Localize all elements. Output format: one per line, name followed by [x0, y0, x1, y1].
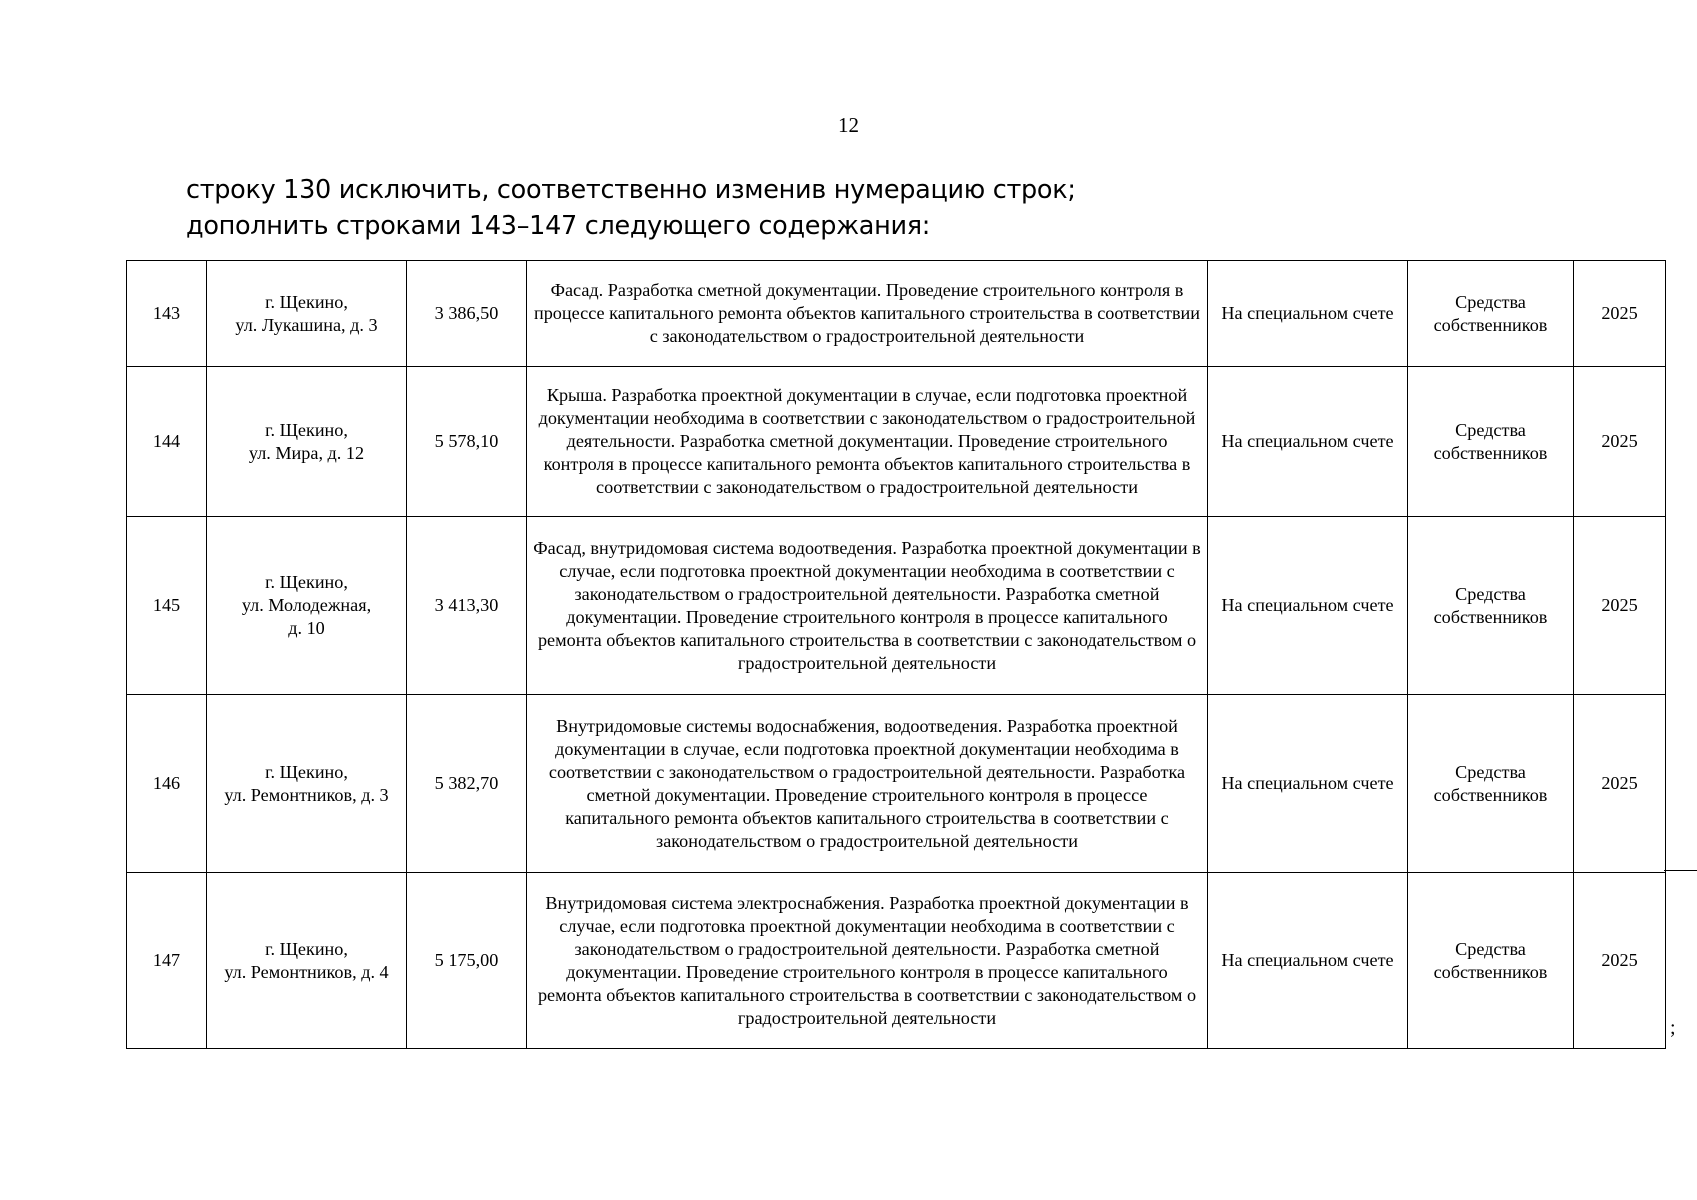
row-number-cell: 147	[127, 873, 207, 1049]
row-number-cell: 146	[127, 695, 207, 873]
area-cell: 5 578,10	[407, 367, 527, 517]
works-cell: Фасад. Разработка сметной документации. Проведение строительного контроля в процессе капитального ремонта объектов капитального строительства в соответствии с законодательством о градостроительной деятельности	[527, 261, 1208, 367]
table-row	[127, 517, 1666, 695]
address-cell: г. Щекино, ул. Ремонтников, д. 4	[207, 873, 407, 1049]
funding-source-cell: Средства собственников	[1408, 517, 1574, 695]
area-cell: 5 175,00	[407, 873, 527, 1049]
year-cell: 2025	[1574, 695, 1666, 873]
area-cell: 3 386,50	[407, 261, 527, 367]
amendment-line-exclude: строку 130 исключить, соответственно изменив нумерацию строк;	[186, 175, 1076, 205]
account-cell: На специальном счете	[1208, 517, 1408, 695]
year-cell: 2025	[1574, 261, 1666, 367]
funding-source-cell: Средства собственников	[1408, 367, 1574, 517]
year-cell: 2025	[1574, 517, 1666, 695]
account-cell: На специальном счете	[1208, 695, 1408, 873]
repair-plan-table	[126, 260, 1666, 1049]
funding-source-cell: Средства собственников	[1408, 873, 1574, 1049]
closing-semicolon: ;	[1670, 1017, 1676, 1039]
year-cell: 2025	[1574, 873, 1666, 1049]
table-row	[127, 367, 1666, 517]
funding-source-cell: Средства собственников	[1408, 695, 1574, 873]
table-row	[127, 695, 1666, 873]
page-number: 12	[838, 113, 859, 137]
amendment-text	[186, 172, 1076, 244]
area-cell: 3 413,30	[407, 517, 527, 695]
works-cell: Внутридомовая система электроснабжения. Разработка проектной документации в случае, если подготовка проектной документации необходима в соответствии с законодательством о градостроительной деятельности. Разработка сметной документации. Проведение строительного контроля в процессе капитального ремонта объектов капитального строительства в соответствии с законодательством о градостроительной деятельности	[527, 873, 1208, 1049]
row-number-cell: 145	[127, 517, 207, 695]
table-edge-line	[1664, 870, 1697, 871]
funding-source-cell: Средства собственников	[1408, 261, 1574, 367]
account-cell: На специальном счете	[1208, 367, 1408, 517]
address-cell: г. Щекино, ул. Лукашина, д. 3	[207, 261, 407, 367]
amendment-line-add: дополнить строками 143–147 следующего содержания:	[186, 211, 931, 241]
row-number-cell: 143	[127, 261, 207, 367]
area-cell: 5 382,70	[407, 695, 527, 873]
works-cell: Крыша. Разработка проектной документации в случае, если подготовка проектной документации необходима в соответствии с законодательством о градостроительной деятельности. Разработка сметной документации. Проведение строительного контроля в процессе капитального ремонта объектов капитального строительства в соответствии с законодательством о градостроительной деятельности	[527, 367, 1208, 517]
table-row	[127, 873, 1666, 1049]
address-cell: г. Щекино, ул. Молодежная, д. 10	[207, 517, 407, 695]
account-cell: На специальном счете	[1208, 873, 1408, 1049]
works-cell: Фасад, внутридомовая система водоотведения. Разработка проектной документации в случае, если подготовка проектной документации необходима в соответствии с законодательством о градостроительной деятельности. Разработка сметной документации. Проведение строительного контроля в процессе капитального ремонта объектов капитального строительства в соответствии с законодательством о градостроительной деятельности	[527, 517, 1208, 695]
table-row	[127, 261, 1666, 367]
address-cell: г. Щекино, ул. Мира, д. 12	[207, 367, 407, 517]
row-number-cell: 144	[127, 367, 207, 517]
account-cell: На специальном счете	[1208, 261, 1408, 367]
year-cell: 2025	[1574, 367, 1666, 517]
works-cell: Внутридомовые системы водоснабжения, водоотведения. Разработка проектной документации в случае, если подготовка проектной документации необходима в соответствии с законодательством о градостроительной деятельности. Разработка сметной документации. Проведение строительного контроля в процессе капитального ремонта объектов капитального строительства в соответствии с законодательством о градостроительной деятельности	[527, 695, 1208, 873]
address-cell: г. Щекино, ул. Ремонтников, д. 3	[207, 695, 407, 873]
